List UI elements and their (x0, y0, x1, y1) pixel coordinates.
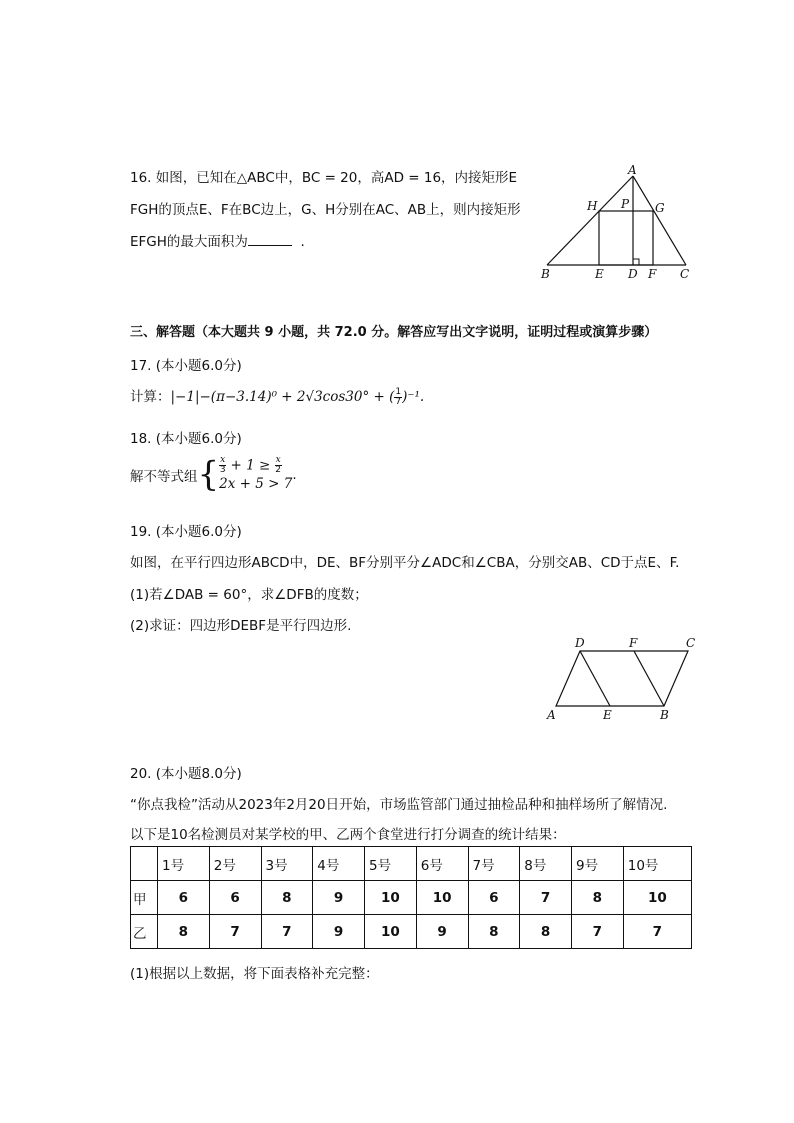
q18-row2: 2x + 5 > 7 (219, 476, 293, 492)
table-header-cell: 10号 (623, 847, 691, 881)
q17-frac-num: 1 (395, 386, 402, 397)
q19-line1: 如图，在平行四边形ABCD中，DE、BF分别平分∠ADC和∠CBA，分别交AB、CD于点E、F. (130, 555, 680, 571)
label-C: C (680, 267, 690, 281)
table-cell: 7 (572, 915, 624, 949)
q17-prefix: 计算： (130, 389, 171, 405)
table-cell: 10 (365, 881, 417, 915)
q18-suffix: . (292, 466, 297, 483)
q17-expr: |−1|−(π−3.14)⁰ + 2√3cos30° + ( (170, 389, 395, 405)
q16-text-line3 (130, 230, 305, 250)
table-cell: 9 (313, 915, 365, 949)
q18-row1-num: x (220, 455, 226, 465)
label-B: B (660, 708, 669, 722)
q17-header: 17. (本小题6.0分) (130, 358, 242, 374)
label-A: A (547, 708, 556, 722)
label-D: D (575, 636, 585, 650)
table-cell: 8 (572, 881, 624, 915)
label-P: P (621, 197, 630, 211)
table-header-cell: 8号 (520, 847, 572, 881)
q17-expression (130, 385, 424, 407)
q16-line3-prefix: EFGH的最大面积为 (130, 234, 248, 250)
table-cell: 6 (158, 881, 210, 915)
row-label: 乙 (131, 915, 158, 949)
q18-row1-den2: 2 (275, 465, 282, 475)
table-cell: 7 (520, 881, 572, 915)
q18-row1-mid: + 1 ≥ (230, 457, 271, 474)
answer-blank (248, 233, 292, 246)
label-F: F (629, 636, 638, 650)
label-E: E (595, 267, 604, 281)
table-cell: 8 (520, 915, 572, 949)
label-B: B (541, 267, 550, 281)
q19-line2: (1)若∠DAB = 60°，求∠DFB的度数； (130, 587, 368, 603)
table-cell: 7 (261, 915, 313, 949)
section3-heading: 三、解答题（本大题共 9 小题，共 72.0 分。解答应写出文字说明，证明过程或演算步骤） (130, 325, 658, 340)
q18-row1-den: 3 (219, 465, 226, 475)
table-cell: 6 (209, 881, 261, 915)
q17-expr-suffix: )⁻¹. (402, 389, 425, 405)
table-header-cell: 9号 (572, 847, 624, 881)
table-header-cell (131, 847, 158, 881)
table-header-cell: 4号 (313, 847, 365, 881)
label-F: F (648, 267, 657, 281)
table-cell: 9 (313, 881, 365, 915)
q16-triangle-figure (535, 160, 695, 285)
table-cell: 8 (158, 915, 210, 949)
table-cell: 7 (209, 915, 261, 949)
q19-parallelogram-figure (540, 632, 705, 724)
table-cell: 9 (416, 915, 468, 949)
table-cell: 8 (468, 915, 520, 949)
q16-text-line2: FGH的顶点E、F在BC边上，G、H分别在AC、AB上，则内接矩形 (130, 202, 521, 218)
q20-line1: “你点我检”活动从2023年2月20日开始，市场监管部门通过抽检品种和抽样场所了解情况. (130, 797, 668, 813)
q20-line3: (1)根据以上数据，将下面表格补充完整： (130, 966, 379, 982)
label-D: D (628, 267, 638, 281)
row-label: 甲 (131, 881, 158, 915)
label-E: E (603, 708, 612, 722)
q18-system (130, 456, 297, 496)
q18-row1-num2: x (275, 455, 281, 465)
q20-header: 20. (本小题8.0分) (130, 766, 242, 782)
label-G: G (655, 201, 665, 215)
table-header-cell: 7号 (468, 847, 520, 881)
label-A: A (628, 163, 637, 177)
table-header-cell: 1号 (158, 847, 210, 881)
table-cell: 10 (623, 881, 691, 915)
q17-fraction (394, 388, 402, 407)
q19-line3: (2)求证：四边形DEBF是平行四边形. (130, 618, 352, 634)
score-table (130, 846, 692, 949)
table-cell: 8 (261, 881, 313, 915)
brace-icon: { (197, 454, 220, 495)
table-header-cell: 3号 (261, 847, 313, 881)
q18-row1 (219, 456, 292, 475)
q16-text-line1: 16. 如图，已知在△ABC中，BC = 20，高AD = 16，内接矩形E (130, 170, 518, 186)
table-cell: 6 (468, 881, 520, 915)
table-header-row (131, 847, 692, 881)
q19-header: 19. (本小题6.0分) (130, 524, 242, 540)
table-row (131, 881, 692, 915)
q16-line3-suffix: . (300, 234, 305, 250)
table-cell: 7 (623, 915, 691, 949)
label-C: C (686, 636, 696, 650)
q20-line2: 以下是10名检测员对某学校的甲、乙两个食堂进行打分调查的统计结果： (130, 827, 566, 843)
table-cell: 10 (416, 881, 468, 915)
q17-frac-den: 7 (395, 396, 402, 407)
table-cell: 10 (365, 915, 417, 949)
table-row (131, 915, 692, 949)
label-H: H (587, 199, 598, 213)
table-header-cell: 2号 (209, 847, 261, 881)
q18-prefix: 解不等式组 (130, 468, 198, 485)
q18-header: 18. (本小题6.0分) (130, 431, 242, 447)
table-header-cell: 6号 (416, 847, 468, 881)
table-header-cell: 5号 (365, 847, 417, 881)
